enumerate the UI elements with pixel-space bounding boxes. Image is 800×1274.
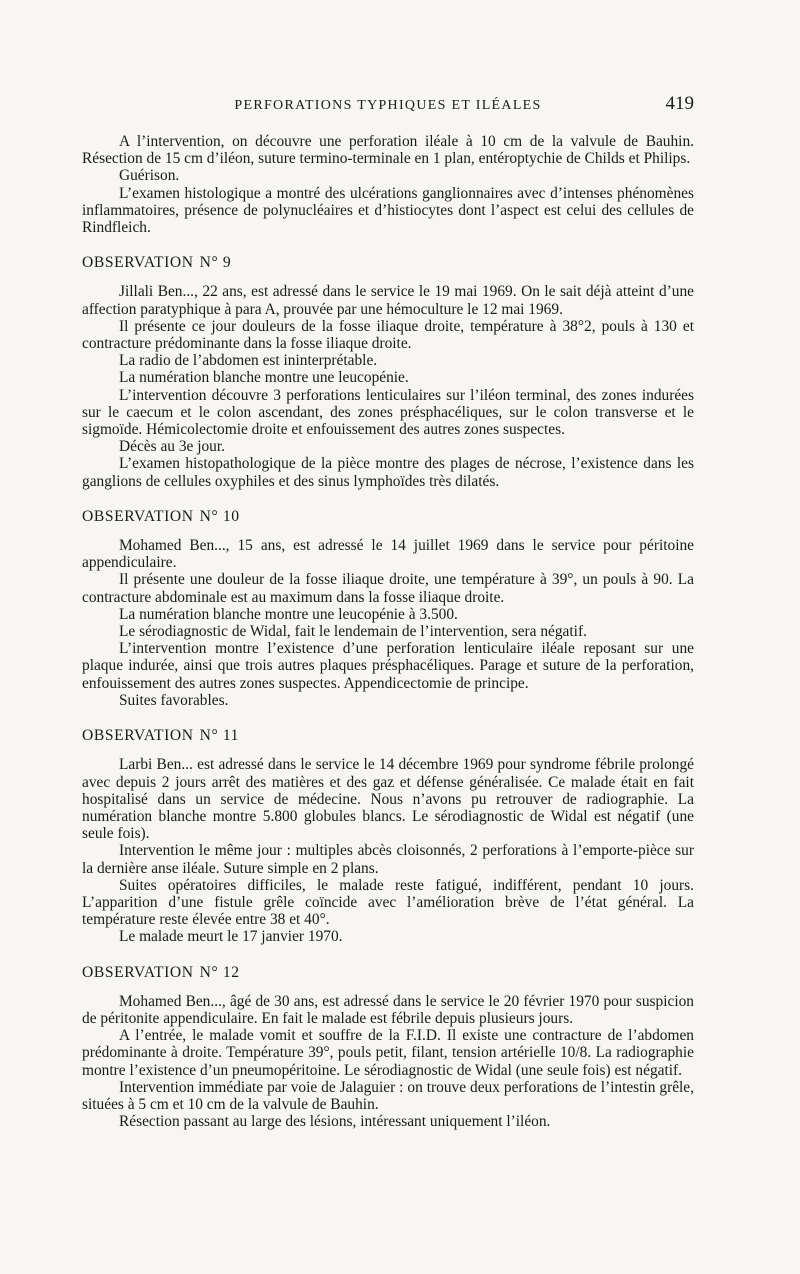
paragraph: L’examen histologique a montré des ulcérations ganglionnaires avec d’intenses phénomènes inflammatoires, présence de polynucléaires et d’histiocytes dont l’aspect est celui des cellules de Rindfleich. xyxy=(82,184,694,237)
paragraph: L’examen histopathologique de la pièce montre des plages de nécrose, l’existence dans les ganglions de cellules oxyphiles et des sinus lymphoïdes très dilatés. xyxy=(82,455,694,490)
paragraph: La numération blanche montre une leucopénie. xyxy=(119,369,409,387)
observation-11 xyxy=(82,727,694,945)
intro-section xyxy=(82,133,694,236)
observation-label: OBSERVATION xyxy=(82,507,194,525)
observation-label: OBSERVATION xyxy=(82,727,194,745)
page-number: 419 xyxy=(665,93,694,114)
paragraph: Intervention le même jour : multiples abcès cloisonnés, 2 perforations à l’emporte-pièce sur la dernière anse iléale. Suture simple en 2 plans. xyxy=(82,842,694,877)
page-body xyxy=(82,133,694,1130)
observation-heading xyxy=(82,727,694,744)
observation-9 xyxy=(82,254,694,490)
paragraph: Mohamed Ben..., âgé de 30 ans, est adressé dans le service le 20 février 1970 pour suspicion de péritonite appendiculaire. En fait le malade est fébrile depuis plusieurs jours. xyxy=(82,992,694,1027)
observation-number: N° 9 xyxy=(199,254,232,272)
paragraph: Il présente ce jour douleurs de la fosse iliaque droite, température à 38°2, pouls à 130 et contracture prédominante dans la fosse iliaque droite. xyxy=(82,317,694,353)
observation-10 xyxy=(82,508,694,709)
paragraph: A l’entrée, le malade vomit et souffre de la F.I.D. Il existe une contracture de l’abdomen prédominante à droite. Température 39°, pouls petit, filant, tension artérielle 10/8. La radiographie montre l’existence d’un pneumopéritoine. Le sérodiagnostic de Widal (une seule fois) est négatif. xyxy=(82,1027,694,1079)
paragraph: Mohamed Ben..., 15 ans, est adressé le 14 juillet 1969 dans le service pour péritoine appendiculaire. xyxy=(82,537,694,572)
observation-label: OBSERVATION xyxy=(82,963,194,981)
paragraph: Décès au 3e jour. xyxy=(119,438,225,456)
paragraph: Il présente une douleur de la fosse iliaque droite, une température à 39°, un pouls à 90. La contracture abdominale est au maximum dans la fosse iliaque droite. xyxy=(82,571,694,606)
observation-number: N° 10 xyxy=(199,507,240,525)
paragraph: Suites favorables. xyxy=(119,691,229,709)
observation-number: N° 12 xyxy=(199,963,240,981)
paragraph: Résection passant au large des lésions, intéressant uniquement l’iléon. xyxy=(119,1113,551,1131)
running-title: PERFORATIONS TYPHIQUES ET ILÉALES xyxy=(234,98,542,113)
paragraph: L’intervention découvre 3 perforations lenticulaires sur l’iléon terminal, des zones indurées sur le caecum et le colon ascendant, des zones présphacéliques, sur le colon transverse et le sigmoïde. Hémicolectomie droite et enfouissement des autres zones suspectes. xyxy=(82,386,694,439)
observation-label: OBSERVATION xyxy=(82,254,194,272)
observation-number: N° 11 xyxy=(199,727,240,745)
paragraph: L’intervention montre l’existence d’une perforation lenticulaire iléale reposant sur une plaque indurée, ainsi que trois autres plaques présphacéliques. Parage et suture de la perforation, enfouissement des autres zones suspectes. Appendicectomie de principe. xyxy=(82,640,694,692)
paragraph: La radio de l’abdomen est ininterprétable. xyxy=(119,352,378,370)
paragraph: Guérison. xyxy=(119,167,180,185)
paragraph: Intervention immédiate par voie de Jalaguier : on trouve deux perforations de l’intestin grêle, situées à 5 cm et 10 cm de la valvule de Bauhin. xyxy=(82,1078,694,1113)
paragraph: Suites opératoires difficiles, le malade reste fatigué, indifférent, pendant 10 jours. L’apparition d’une fistule grêle coïncide avec l’amélioration brève de l’état général. La température reste élevée entre 38 et 40°. xyxy=(82,876,694,929)
paragraph: Jillali Ben..., 22 ans, est adressé dans le service le 19 mai 1969. On le sait déjà atteint d’une affection paratyphique à para A, prouvée par une hémoculture le 12 mai 1969. xyxy=(82,283,694,318)
observation-heading xyxy=(82,254,694,271)
paragraph: A l’intervention, on découvre une perforation iléale à 10 cm de la valvule de Bauhin. Résection de 15 cm d’iléon, suture termino-terminale en 1 plan, entéroptychie de Childs et Philips. xyxy=(82,133,694,168)
observation-heading xyxy=(82,508,694,525)
paragraph: Le malade meurt le 17 janvier 1970. xyxy=(119,928,343,946)
paragraph: Le sérodiagnostic de Widal, fait le lendemain de l’intervention, sera négatif. xyxy=(119,623,587,641)
observation-heading xyxy=(82,964,694,981)
paragraph: Larbi Ben... est adressé dans le service le 14 décembre 1969 pour syndrome fébrile prolongé avec depuis 2 jours arrêt des matières et des gaz et défense généralisée. Ce malade était en fait hospitalisé dans un service de médecine. Nous n’avons pu retrouver de radiographie. La numération blanche montre 5.800 globules blancs. Le sérodiagnostic de Widal est négatif (une seule fois). xyxy=(82,756,694,843)
paragraph: La numération blanche montre une leucopénie à 3.500. xyxy=(119,605,458,623)
observation-12 xyxy=(82,964,694,1131)
page-header xyxy=(82,93,694,120)
